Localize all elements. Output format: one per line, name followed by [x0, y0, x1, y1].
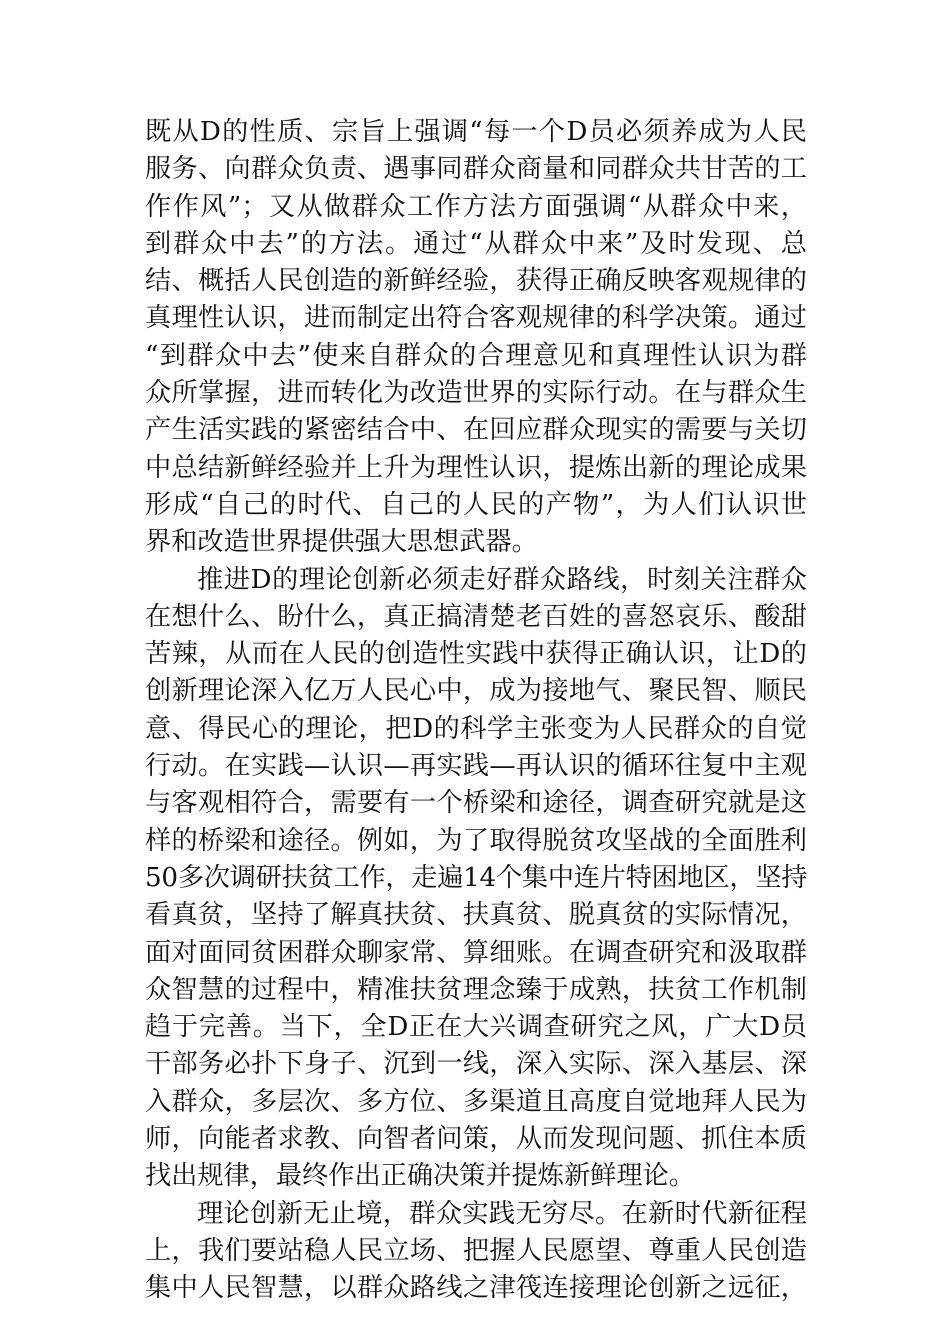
text-line: 师，向能者求教、向智者问策，从而发现问题、抓住本质 [145, 1124, 807, 1155]
text-line: 真理性认识，进而制定出符合客观规律的科学决策。通过 [145, 303, 807, 334]
text-line: 与客观相符合，需要有一个桥梁和途径，调查研究就是这 [145, 788, 807, 819]
text-line: 50多次调研扶贫工作，走遍14个集中连片特困地区，坚持 [145, 862, 808, 893]
text-line: 形成“自己的时代、自己的人民的产物”，为人们认识世 [145, 489, 807, 520]
text-line: “到群众中去”使来自群众的合理意见和真理性认识为群 [145, 340, 807, 371]
text-line: 理论创新无止境，群众实践无穷尽。在新时代新征程 [197, 1198, 807, 1229]
text-line: 看真贫，坚持了解真扶贫、扶真贫、脱真贫的实际情况， [145, 900, 807, 931]
text-line: 找出规律，最终作出正确决策并提炼新鲜理论。 [145, 1161, 695, 1192]
text-line: 行动。在实践—认识—再实践—再认识的循环往复中主观 [145, 751, 807, 782]
text-line: 作作风”；又从做群众工作方法方面强调“从群众中来， [145, 191, 807, 222]
text-line: 样的桥梁和途径。例如，为了取得脱贫攻坚战的全面胜利 [145, 825, 807, 856]
text-line: 众智慧的过程中，精准扶贫理念臻于成熟，扶贫工作机制 [145, 974, 807, 1005]
text-line: 面对面同贫困群众聊家常、算细账。在调查研究和汲取群 [145, 937, 807, 968]
text-line: 界和改造世界提供强大思想武器。 [145, 527, 538, 558]
text-line: 创新理论深入亿万人民心中，成为接地气、聚民智、顺民 [145, 676, 807, 707]
text-line: 在想什么、盼什么，真正搞清楚老百姓的喜怒哀乐、酸甜 [145, 601, 807, 632]
text-line: 产生活实践的紧密结合中、在回应群众现实的需要与关切 [145, 415, 807, 446]
text-line: 结、概括人民创造的新鲜经验，获得正确反映客观规律的 [145, 266, 807, 297]
text-line: 到群众中去”的方法。通过“从群众中来”及时发现、总 [145, 228, 807, 259]
paragraph-2 [145, 562, 807, 1196]
text-line: 集中人民智慧，以群众路线之津筏连接理论创新之远征， [145, 1273, 807, 1304]
text-line: 众所掌握，进而转化为改造世界的实际行动。在与群众生 [145, 378, 807, 409]
text-line: 入群众，多层次、多方位、多渠道且高度自觉地拜人民为 [145, 1086, 807, 1117]
text-line: 中总结新鲜经验并上升为理性认识，提炼出新的理论成果 [145, 452, 807, 483]
text-line: 趋于完善。当下，全D正在大兴调查研究之风，广大D员 [145, 1012, 807, 1043]
paragraph-1 [145, 114, 807, 562]
document-body [145, 114, 807, 1308]
paragraph-3 [145, 1196, 807, 1308]
text-line: 上，我们要站稳人民立场、把握人民愿望、尊重人民创造 [145, 1235, 807, 1266]
text-line: 既从D的性质、宗旨上强调“每一个D员必须养成为人民 [145, 117, 807, 147]
text-line: 服务、向群众负责、遇事同群众商量和同群众共甘苦的工 [145, 154, 807, 185]
text-line: 苦辣，从而在人民的创造性实践中获得正确认识，让D的 [145, 639, 807, 670]
text-line: 推进D的理论创新必须走好群众路线，时刻关注群众 [197, 564, 807, 595]
text-line: 意、得民心的理论，把D的科学主张变为人民群众的自觉 [145, 713, 807, 744]
text-line: 干部务必扑下身子、沉到一线，深入实际、深入基层、深 [145, 1049, 807, 1080]
